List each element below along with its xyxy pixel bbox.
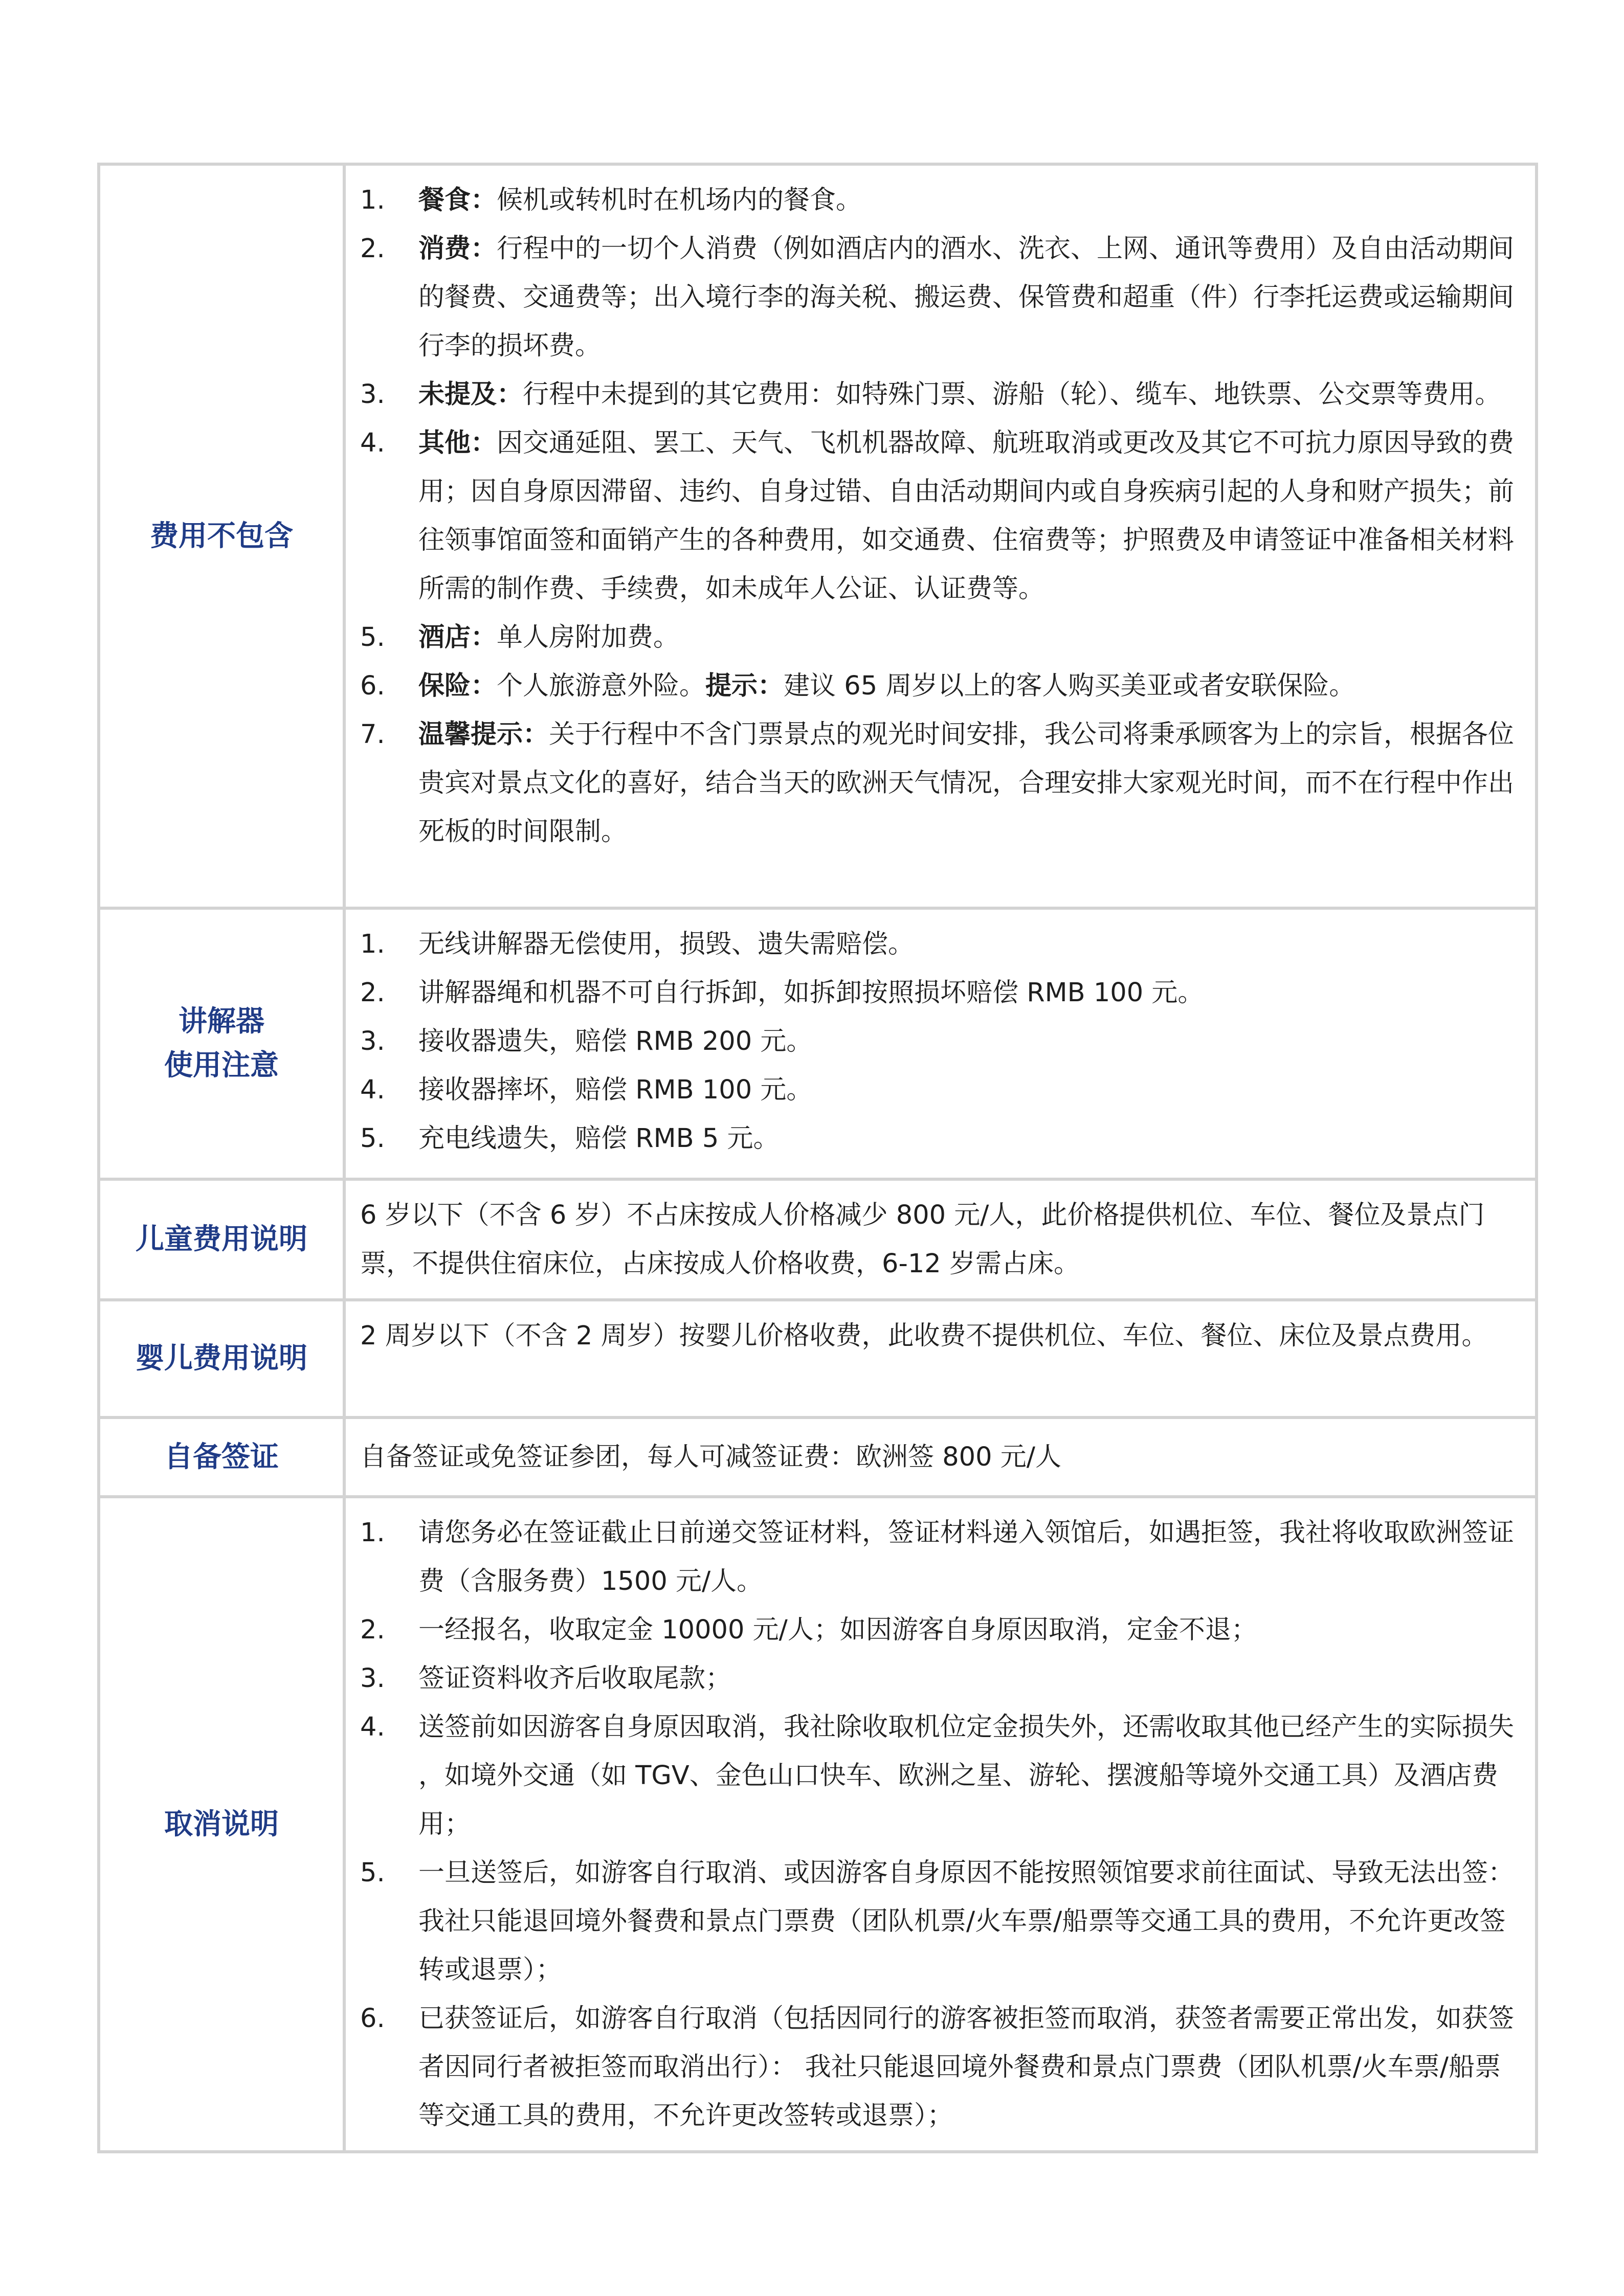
list-item: 5. 充电线遗失，赔偿 RMB 5 元。	[360, 1123, 780, 1154]
row-content	[344, 908, 1537, 1179]
row-text: 6 岁以下（不含 6 岁）不占床按成人价格减少 800 元/人，此价格提供机位、车位、餐位及景点门票，不提供住宿床位，占床按成人价格收费，6-12 岁需占床。	[360, 1200, 1485, 1279]
list-item: 3. 签证资料收齐后收取尾款；	[360, 1663, 732, 1694]
row-content	[344, 1179, 1537, 1300]
row-content	[344, 1300, 1537, 1417]
list-item: 3. 未提及：行程中未提到的其它费用：如特殊门票、游船（轮）、缆车、地铁票、公交票等费用。	[360, 379, 1501, 410]
list-item: 3. 接收器遗失，赔偿 RMB 200 元。	[360, 1026, 813, 1056]
row-label: 讲解器 使用注意	[99, 908, 344, 1179]
table-row	[99, 164, 1537, 908]
row-label: 费用不包含	[99, 164, 344, 908]
list-item: 6. 保险：个人旅游意外险。提示：建议 65 周岁以上的客人购买美亚或者安联保险。	[360, 671, 1355, 701]
list-item: 6. 已获签证后，如游客自行取消（包括因同行的游客被拒签而取消，获签者需要正常出发，如获签者因同行者被拒签而取消出行）： 我社只能退回境外餐费和景点门票费（团队机票/火车票/船票等交通工具的费用，不允许更改签转或退票）；	[360, 2004, 1515, 2131]
list-item: 2. 一经报名，收取定金 10000 元/人；如因游客自身原因取消，定金不退；	[360, 1615, 1257, 1645]
table-row	[99, 908, 1537, 1179]
table-row	[99, 1300, 1537, 1417]
list-item: 1. 请您务必在签证截止日前递交签证材料，签证材料递入领馆后，如遇拒签，我社将收取欧洲签证费（含服务费）1500 元/人。	[360, 1518, 1515, 1596]
row-label: 自备签证	[99, 1417, 344, 1497]
list-item: 2. 消费：行程中的一切个人消费（例如酒店内的酒水、洗衣、上网、通讯等费用）及自由活动期间的餐费、交通费等；出入境行李的海关税、搬运费、保管费和超重（件）行李托运费或运输期间行李的损坏费。	[360, 234, 1515, 361]
row-text: 2 周岁以下（不含 2 周岁）按婴儿价格收费，此收费不提供机位、车位、餐位、床位及景点费用。	[360, 1321, 1488, 1351]
row-content	[344, 1497, 1537, 2152]
list-item: 5. 一旦送签后，如游客自行取消、或因游客自身原因不能按照领馆要求前往面试、导致无法出签：我社只能退回境外餐费和景点门票费（团队机票/火车票/船票等交通工具的费用，不允许更改签转或退票）；	[360, 1858, 1515, 1985]
list-item: 7. 温馨提示：关于行程中不含门票景点的观光时间安排，我公司将秉承顾客为上的宗旨，根据各位贵宾对景点文化的喜好，结合当天的欧洲天气情况，合理安排大家观光时间，而不在行程中作出死板的时间限制。	[360, 719, 1515, 847]
info-table	[97, 163, 1538, 2153]
list-item: 5. 酒店：单人房附加费。	[360, 622, 680, 652]
row-content	[344, 1417, 1537, 1497]
row-content	[344, 164, 1537, 908]
numbered-list	[360, 176, 1520, 856]
list-item: 4. 接收器摔坏，赔偿 RMB 100 元。	[360, 1075, 813, 1105]
list-item: 1. 无线讲解器无偿使用，损毁、遗失需赔偿。	[360, 929, 915, 959]
list-item: 4. 其他：因交通延阻、罢工、天气、飞机机器故障、航班取消或更改及其它不可抗力原因导致的费用；因自身原因滞留、违约、自身过错、自由活动期间内或自身疾病引起的人身和财产损失；前往领事馆面签和面销产生的各种费用，如交通费、住宿费等；护照费及申请签证中准备相关材料所需的制作费、手续费，如未成年人公证、认证费等。	[360, 428, 1515, 604]
numbered-list	[360, 920, 1520, 1163]
table-row	[99, 1179, 1537, 1300]
list-item: 1. 餐食：候机或转机时在机场内的餐食。	[360, 185, 862, 215]
table-row	[99, 1417, 1537, 1497]
row-label: 婴儿费用说明	[99, 1300, 344, 1417]
row-text: 自备签证或免签证参团，每人可减签证费：欧洲签 800 元/人	[360, 1442, 1061, 1472]
table-row	[99, 1497, 1537, 2152]
row-label: 儿童费用说明	[99, 1179, 344, 1300]
numbered-list	[360, 1509, 1520, 2140]
row-label: 取消说明	[99, 1497, 344, 2152]
list-item: 2. 讲解器绳和机器不可自行拆卸，如拆卸按照损坏赔偿 RMB 100 元。	[360, 978, 1204, 1008]
list-item: 4. 送签前如因游客自身原因取消，我社除收取机位定金损失外，还需收取其他已经产生的实际损失 ，如境外交通（如 TGV、金色山口快车、欧洲之星、游轮、摆渡船等境外交通工具）及酒店费用；	[360, 1712, 1515, 1839]
